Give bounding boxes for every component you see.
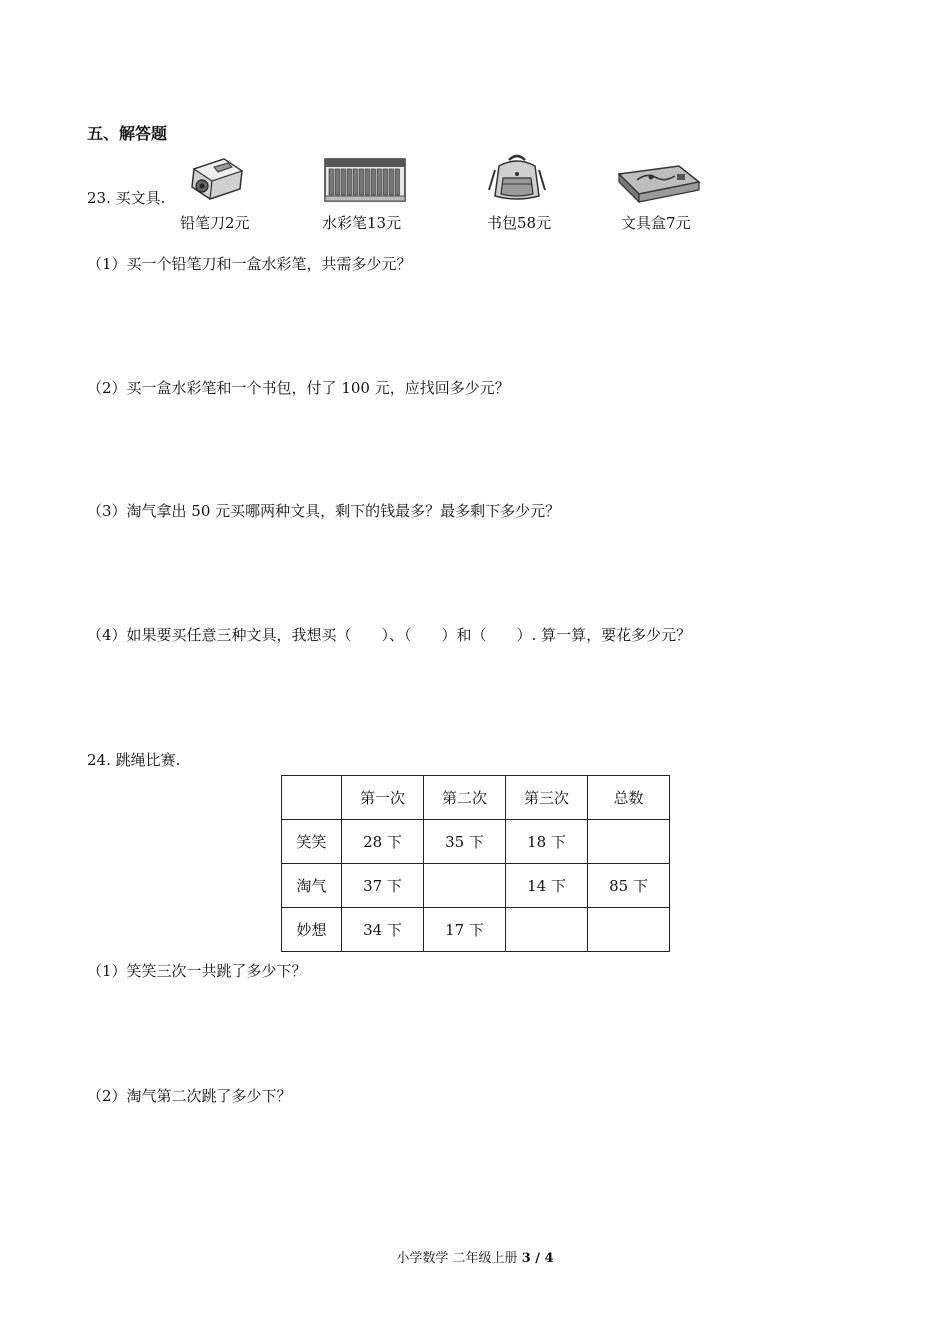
table-cell: 34 下 bbox=[342, 908, 424, 952]
question-23-1: （1）买一个铅笔刀和一盒水彩笔，共需多少元？ bbox=[87, 255, 412, 273]
table-row bbox=[282, 820, 670, 864]
table-cell-name: 淘气 bbox=[282, 864, 342, 908]
table-row bbox=[282, 908, 670, 952]
jump-rope-table bbox=[281, 775, 670, 952]
question-23-4: （4）如果要买任意三种文具，我想买（ ）、（ ）和（ ）. 算一算，要花多少元？ bbox=[87, 626, 692, 644]
table-cell: 14 下 bbox=[506, 864, 588, 908]
item-label-sharpener: 铅笔刀2元 bbox=[180, 214, 250, 232]
item-label-pencil-case: 文具盒7元 bbox=[621, 214, 691, 232]
question-24-2: （2）淘气第二次跳了多少下？ bbox=[87, 1087, 292, 1105]
item-label-backpack: 书包58元 bbox=[487, 214, 552, 232]
question-23-2: （2）买一盒水彩笔和一个书包，付了 100 元，应找回多少元？ bbox=[87, 379, 510, 397]
table-header-cell: 第二次 bbox=[424, 776, 506, 820]
table-cell bbox=[506, 908, 588, 952]
question-23-title: 23. 买文具. bbox=[87, 189, 166, 207]
pencil-case-icon bbox=[617, 164, 701, 208]
section-title: 五、解答题 bbox=[87, 124, 168, 143]
table-cell-name: 妙想 bbox=[282, 908, 342, 952]
footer-text: 小学数学 二年级上册 bbox=[396, 1251, 522, 1266]
table-cell: 35 下 bbox=[424, 820, 506, 864]
question-24-title: 24. 跳绳比赛. bbox=[87, 751, 181, 769]
backpack-icon bbox=[487, 152, 547, 206]
question-24-1: （1）笑笑三次一共跳了多少下？ bbox=[87, 962, 307, 980]
table-header-cell: 总数 bbox=[588, 776, 670, 820]
table-cell-name: 笑笑 bbox=[282, 820, 342, 864]
table-header-cell: 第三次 bbox=[506, 776, 588, 820]
table-header-cell bbox=[282, 776, 342, 820]
item-label-watercolor: 水彩笔13元 bbox=[322, 214, 402, 232]
table-cell bbox=[588, 908, 670, 952]
table-cell: 18 下 bbox=[506, 820, 588, 864]
table-cell: 17 下 bbox=[424, 908, 506, 952]
page-number: 3 / 4 bbox=[521, 1251, 554, 1266]
table-header-cell: 第一次 bbox=[342, 776, 424, 820]
pencil-sharpener-icon bbox=[188, 155, 246, 207]
table-header-row bbox=[282, 776, 670, 820]
table-cell bbox=[424, 864, 506, 908]
table-cell bbox=[588, 820, 670, 864]
question-23-3: （3）淘气拿出 50 元买哪两种文具，剩下的钱最多？最多剩下多少元？ bbox=[87, 502, 561, 520]
page-footer bbox=[0, 1247, 950, 1266]
watercolor-pens-icon bbox=[324, 158, 406, 206]
table-cell: 28 下 bbox=[342, 820, 424, 864]
table-cell: 85 下 bbox=[588, 864, 670, 908]
table-row bbox=[282, 864, 670, 908]
table-cell: 37 下 bbox=[342, 864, 424, 908]
